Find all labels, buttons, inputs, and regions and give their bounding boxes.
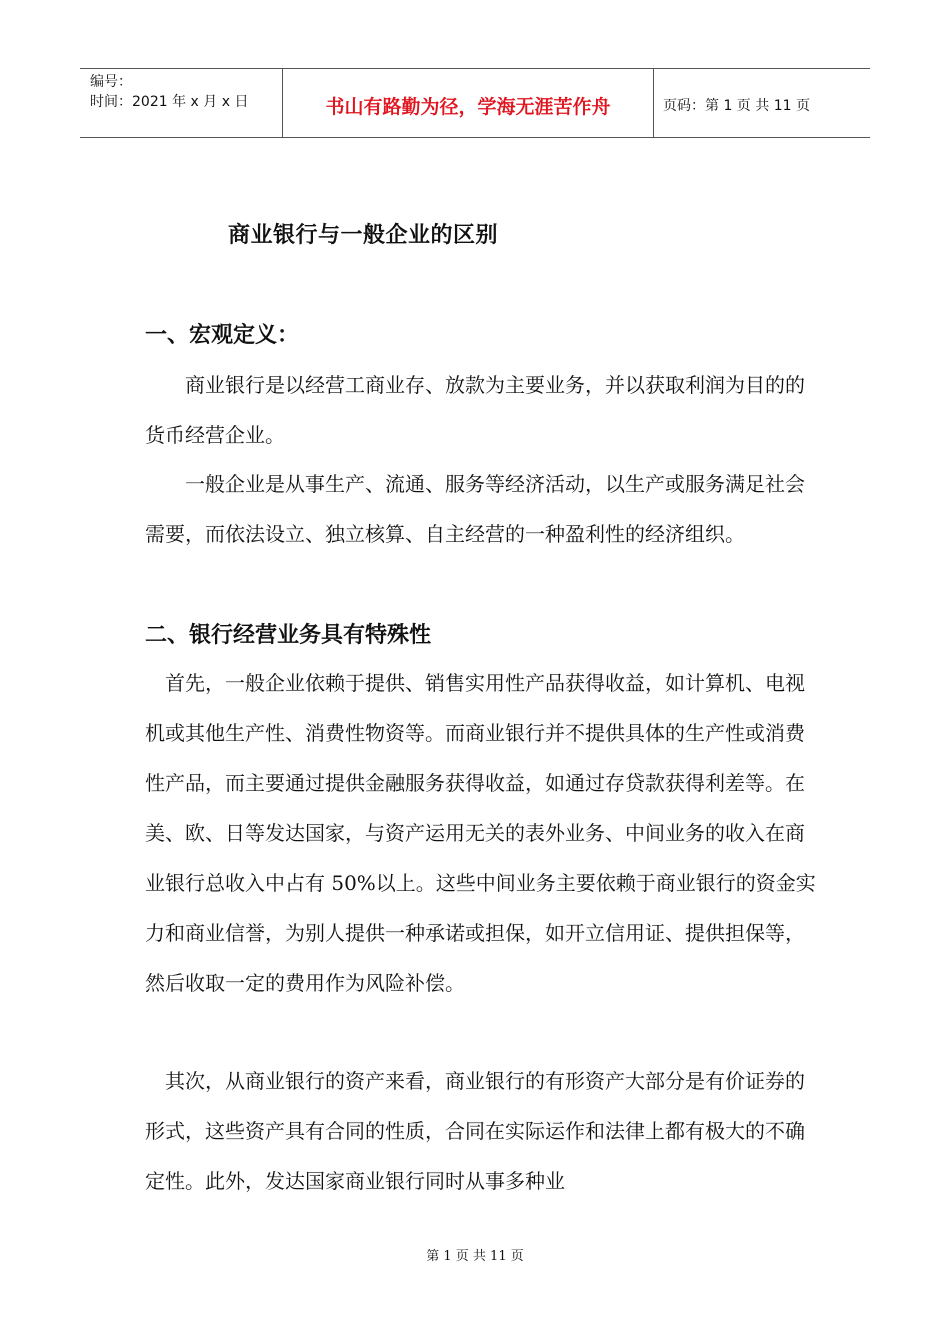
paragraph-second-point: 其次，从商业银行的资产来看，商业银行的有形资产大部分是有价证券的形式，这些资产具有合同的性质，合同在实际运作和法律上都有极大的不确定性。此外，发达国家商业银行同时从事多种业 xyxy=(145,1069,805,1193)
header-number-label: 编号： xyxy=(90,74,132,90)
section-heading-business-specialty: 二、银行经营业务具有特殊性 xyxy=(145,623,432,648)
header-motto: 书山有路勤为径，学海无涯苦作舟 xyxy=(282,69,654,137)
section-heading-macro-definition: 一、宏观定义： xyxy=(145,323,300,348)
paragraph-first-point: 首先，一般企业依赖于提供、销售实用性产品获得收益，如计算机、电视机或其他生产性、消费性物资等。而商业银行并不提供具体的生产性或消费性产品，而主要通过提供金融服务获得收益，如通过存贷款获得利差等。在美、欧、日等发达国家，与资产运用无关的表外业务、中间业务的收入在商业银行总收入中占有 50%以上。这些中间业务主要依赖于商业银行的资金实力和商业信誉，为别人提供一种承诺或担保，如开立信用证、提供担保等，然后收取一定的费用作为风险补偿。 xyxy=(145,671,816,995)
paragraph-bank-definition: 商业银行是以经营工商业存、放款为主要业务，并以获取利润为目的的货币经营企业。 xyxy=(145,373,805,447)
header-page-info: 页码：第 1 页 共 11 页 xyxy=(663,98,810,114)
paragraph-enterprise-definition: 一般企业是从事生产、流通、服务等经济活动，以生产或服务满足社会需要，而依法设立、独立核算、自主经营的一种盈利性的经济组织。 xyxy=(145,472,805,546)
header-time-label: 时间：2021 年 x 月 x 日 xyxy=(90,94,249,110)
page-header xyxy=(80,68,870,138)
header-meta xyxy=(80,69,282,137)
document-title: 商业银行与一般企业的区别 xyxy=(228,223,499,248)
page-footer: 第 1 页 共 11 页 xyxy=(426,1249,524,1264)
